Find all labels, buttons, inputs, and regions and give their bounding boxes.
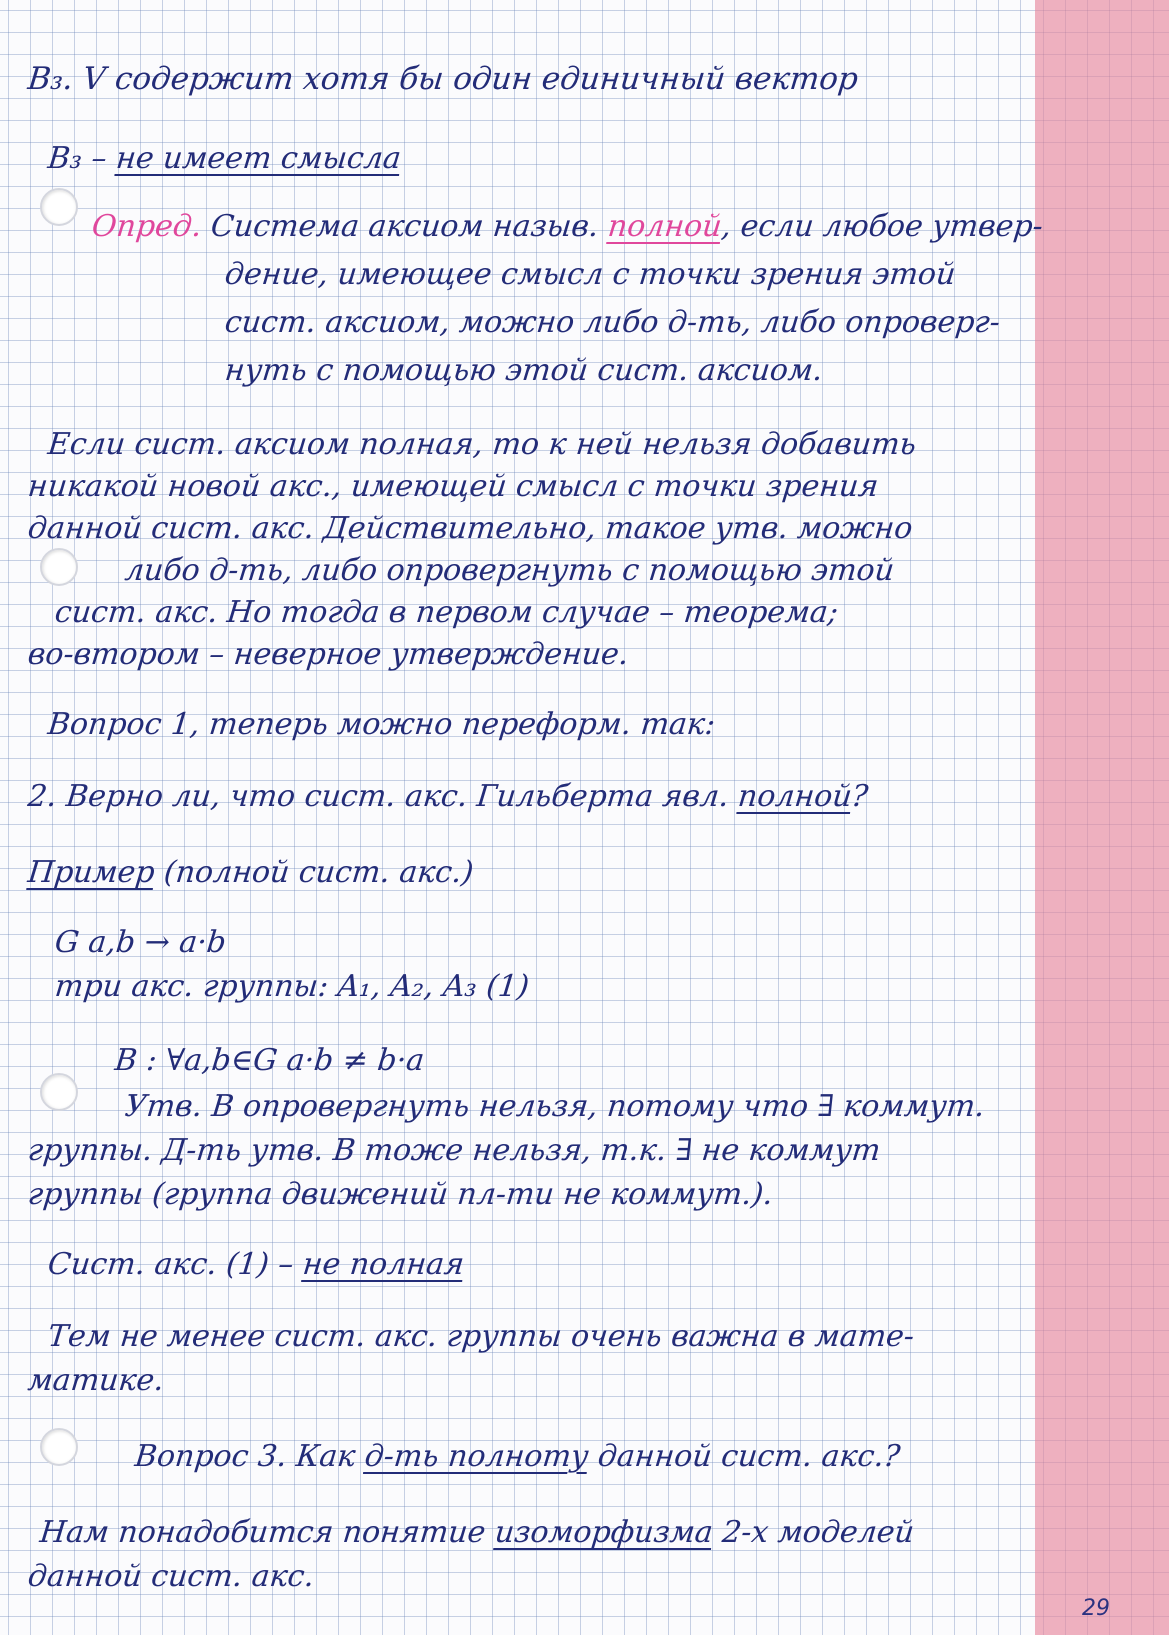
- binder-hole: [40, 1428, 78, 1466]
- line-22: [46, 1248, 465, 1282]
- line-16: G a,b → a·b: [53, 925, 228, 960]
- line-6: нуть с помощью этой сист. аксиом.: [223, 353, 825, 388]
- isomorphism-term: изоморфизма: [493, 1515, 715, 1550]
- line-23: Тем не менее сист. акс. группы очень важна в мате-: [46, 1319, 916, 1354]
- question-mark: ?: [849, 779, 870, 814]
- not-complete-text: не полная: [301, 1247, 466, 1282]
- prove-completeness: д-ть полноту: [362, 1439, 591, 1474]
- question-2-complete: полной: [736, 779, 854, 814]
- definition-label: Опред.: [90, 209, 204, 244]
- line-4: дение, имеющее смысл с точки зрения этой: [223, 257, 958, 292]
- line-9: данной сист. акс. Действительно, такое утв. можно: [26, 511, 915, 546]
- line-12: во-втором – неверное утверждение.: [26, 637, 631, 672]
- binder-hole: [40, 188, 78, 226]
- line-17: три акс. группы: A₁, A₂, A₃ (1): [53, 969, 531, 1004]
- line-11: сист. акс. Но тогда в первом случае – теорема;: [53, 595, 840, 630]
- definition-text-2: , если любое утвер-: [719, 209, 1045, 244]
- line-5: сист. аксиом, можно либо д-ть, либо опроверг-: [223, 305, 1002, 340]
- line-27: данной сист. акс.: [26, 1559, 316, 1594]
- line-18: B : ∀a,b∈G a·b ≠ b·a: [113, 1043, 427, 1078]
- line-13: Вопрос 1, теперь можно переформ. так:: [46, 707, 717, 742]
- line-25: [133, 1440, 902, 1474]
- line-1: B₃. V содержит хотя бы один единичный вектор: [26, 61, 860, 97]
- line-2: [46, 142, 402, 176]
- question-3-label: Вопрос 3. Как: [133, 1439, 358, 1474]
- question-3-rest: данной сист. акс.?: [596, 1439, 902, 1474]
- label-b3: B₃ –: [46, 141, 109, 176]
- no-meaning-text: не имеет смысла: [114, 141, 403, 176]
- example-note: (полной сист. акс.): [162, 855, 476, 890]
- line-15: [26, 856, 475, 890]
- line-19: Утв. B опровергнуть нельзя, потому что ∃ коммут.: [123, 1089, 987, 1124]
- line-14: [26, 780, 869, 814]
- binder-hole: [40, 1073, 78, 1111]
- page-number: 29: [1082, 1596, 1110, 1621]
- line-10: либо д-ть, либо опровергнуть с помощью этой: [123, 553, 896, 588]
- complete-term: полной: [606, 209, 724, 244]
- system-label: Сист. акс. (1) –: [46, 1247, 296, 1282]
- line-8: никакой новой акс., имеющей смысл с точки зрения: [26, 469, 881, 504]
- line-21: группы (группа движений пл-ти не коммут.).: [26, 1177, 775, 1212]
- definition-text: Система аксиом назыв.: [209, 209, 601, 244]
- example-label: Пример: [26, 855, 157, 890]
- need-concept-text: Нам понадобится понятие: [38, 1515, 488, 1550]
- line-3: [90, 210, 1044, 244]
- question-2-text: 2. Верно ли, что сист. акс. Гильберта явл.: [26, 779, 731, 814]
- line-7: Если сист. аксиом полная, то к ней нельзя добавить: [46, 427, 918, 462]
- line-26: [38, 1516, 915, 1550]
- line-24: матике.: [26, 1363, 166, 1398]
- two-models-text: 2-х моделей: [720, 1515, 916, 1550]
- pink-margin: [1035, 0, 1169, 1635]
- line-20: группы. Д-ть утв. B тоже нельзя, т.к. ∃ не коммут: [26, 1133, 883, 1168]
- binder-hole: [40, 548, 78, 586]
